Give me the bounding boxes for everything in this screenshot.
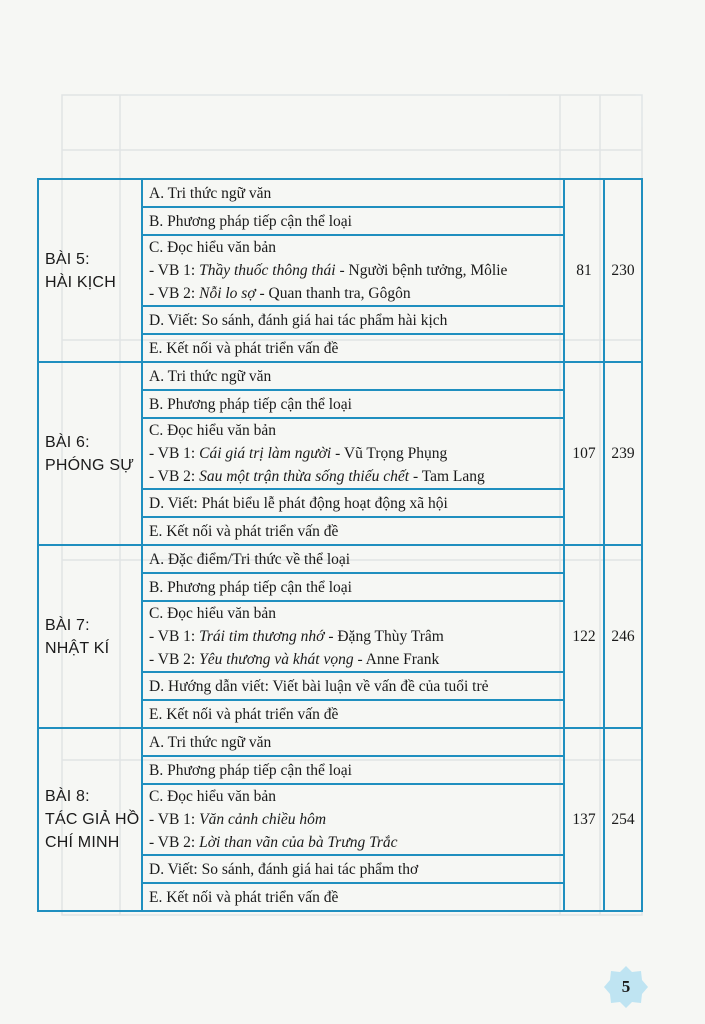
toc-item-d: D. Hướng dẫn viết: Viết bài luận về vấn đề của tuổi trẻ [142,672,564,700]
lesson-number: BÀI 8: [45,788,90,805]
toc-item-d: D. Viết: Phát biểu lễ phát động hoạt động xã hội [142,489,564,517]
toc-item-c [142,235,564,306]
toc-item-b: B. Phương pháp tiếp cận thể loại [142,756,564,784]
start-page: 107 [564,362,604,545]
toc-item-c [142,784,564,855]
toc-item-e: E. Kết nối và phát triển vấn đề [142,883,564,911]
lesson-number: BÀI 7: [45,616,90,634]
lesson-title-cell [38,728,142,911]
reading-text-2: - VB 2: Sau một trận thừa sống thiếu chết - Tam Lang [149,468,485,485]
toc-item-d: D. Viết: So sánh, đánh giá hai tác phẩm thơ [142,855,564,883]
toc-item-a: A. Tri thức ngữ văn [142,728,564,756]
lesson-title: PHÓNG SỰ [45,456,135,474]
end-page: 246 [604,545,642,728]
reading-text-1: - VB 1: Thầy thuốc thông thái - Người bệnh tưởng, Môlie [149,262,508,279]
reading-text-2: - VB 2: Nỗi lo sợ - Quan thanh tra, Gôgôn [149,285,411,302]
reading-text-1: - VB 1: Trái tim thương nhớ - Đặng Thùy Trâm [149,628,444,645]
page-number: 5 [621,977,631,996]
toc-item-a: A. Tri thức ngữ văn [142,362,564,390]
text-title: Văn cảnh chiều hôm [199,811,327,828]
toc-item-c [142,418,564,489]
end-page: 230 [604,179,642,362]
lesson-title-cell [38,179,142,362]
lesson-number: BÀI 6: [45,433,90,451]
toc-item-b: B. Phương pháp tiếp cận thể loại [142,390,564,418]
toc-item-e: E. Kết nối và phát triển vấn đề [142,517,564,545]
text-title: Sau một trận thừa sống thiếu chết [199,468,410,485]
text-title: Trái tim thương nhớ [199,628,325,645]
toc-item-c [142,601,564,672]
lesson-group-5 [38,179,642,362]
toc-item-d: D. Viết: So sánh, đánh giá hai tác phẩm hài kịch [142,306,564,334]
toc-item-b: B. Phương pháp tiếp cận thể loại [142,573,564,601]
reading-heading: C. Đọc hiểu văn bản [149,605,276,622]
toc-item-e: E. Kết nối và phát triển vấn đề [142,334,564,362]
lesson-group-6 [38,362,642,545]
end-page: 254 [604,728,642,911]
lesson-title-cont: CHÍ MINH [45,834,120,851]
reading-text-2: - VB 2: Yêu thương và khát vọng - Anne Frank [149,651,440,668]
lesson-group-7 [38,545,642,728]
lesson-group-8 [38,728,642,911]
toc-item-b: B. Phương pháp tiếp cận thể loại [142,207,564,235]
lesson-title: NHẬT KÍ [45,639,110,657]
text-title: Thầy thuốc thông thái [199,262,336,279]
text-title: Cái giá trị làm người [199,445,332,462]
reading-text-1: - VB 1: Cái giá trị làm người - Vũ Trọng Phụng [149,445,448,462]
start-page: 122 [564,545,604,728]
lesson-title: HÀI KỊCH [45,273,116,291]
text-title: Nỗi lo sợ [199,285,256,302]
end-page: 239 [604,362,642,545]
reading-heading: C. Đọc hiểu văn bản [149,788,276,805]
toc-item-a: A. Đặc điểm/Tri thức về thể loại [142,545,564,573]
reading-heading: C. Đọc hiểu văn bản [149,239,276,256]
reading-text-2: - VB 2: Lời than vãn của bà Trưng Trắc [149,834,398,851]
start-page: 81 [564,179,604,362]
toc-item-e: E. Kết nối và phát triển vấn đề [142,700,564,728]
reading-text-1: - VB 1: Văn cảnh chiều hôm [149,811,327,828]
text-title: Lời than vãn của bà Trưng Trắc [199,834,398,851]
reading-heading: C. Đọc hiểu văn bản [149,422,276,439]
page-number-badge [603,964,649,1010]
table-of-contents [37,178,643,912]
lesson-title-cell [38,362,142,545]
lesson-number: BÀI 5: [45,250,90,268]
toc-item-a: A. Tri thức ngữ văn [142,179,564,207]
lesson-title-cell [38,545,142,728]
start-page: 137 [564,728,604,911]
lesson-title: TÁC GIẢ HỒ [45,811,140,828]
text-title: Yêu thương và khát vọng [199,651,354,668]
